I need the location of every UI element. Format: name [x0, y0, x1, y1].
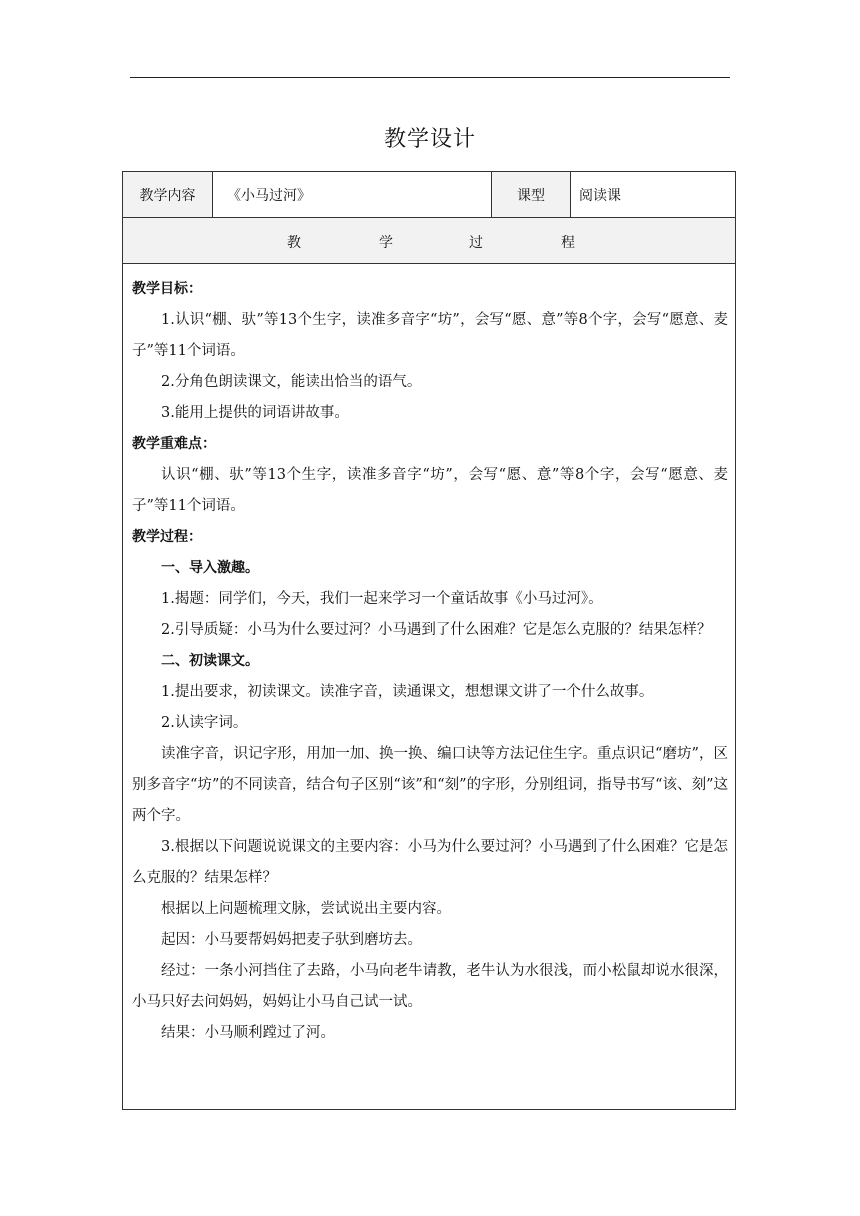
- section-heading: 教学目标：: [132, 281, 202, 297]
- body-paragraph: 读准字音，识记字形，用加一加、换一换、编口诀等方法记住生字。重点识记“磨坊”，区别多音字“坊”的不同读音，结合句子区别“该”和“刻”的字形，分别组词，指导书写“该、刻”这两个字。: [132, 746, 728, 824]
- document-title: 教学设计: [383, 127, 476, 152]
- body-paragraph: 2.分角色朗读课文，能读出恰当的语气。: [161, 374, 422, 390]
- section-heading: 教学重难点：: [132, 436, 216, 452]
- process-header-char: 学: [379, 235, 393, 251]
- body-paragraph: 3.根据以下问题说说课文的主要内容：小马为什么要过河？小马遇到了什么困难？它是怎么克服的？结果怎样？: [132, 839, 728, 886]
- info-row: [123, 172, 735, 218]
- body-paragraph: 结果：小马顺利蹚过了河。: [161, 1025, 335, 1041]
- body-paragraph: 3.能用上提供的词语讲故事。: [161, 405, 349, 421]
- lesson-body: [123, 264, 735, 1049]
- header-rule: [130, 77, 730, 78]
- body-paragraph: 认识“棚、驮”等13个生字，读准多音字“坊”，会写“愿、意”等8个字，会写“愿意、麦子”等11个词语。: [132, 467, 728, 514]
- type-label: 课型: [492, 172, 571, 217]
- content-label: 教学内容: [123, 172, 213, 217]
- process-header: [123, 218, 735, 264]
- section-heading: 教学过程：: [132, 529, 202, 545]
- body-paragraph: 1.提出要求，初读课文。读准字音，读通课文，想想课文讲了一个什么故事。: [161, 684, 654, 700]
- process-header-char: 程: [561, 235, 575, 251]
- type-value: 阅读课: [579, 187, 621, 204]
- body-paragraph: 根据以上问题梳理文脉，尝试说出主要内容。: [161, 901, 451, 917]
- lesson-table: [122, 171, 736, 1110]
- body-paragraph: 经过：一条小河挡住了去路，小马向老牛请教，老牛认为水很浅，而小松鼠却说水很深，小马只好去问妈妈，妈妈让小马自己试一试。: [132, 963, 728, 1010]
- body-paragraph: 2.引导质疑：小马为什么要过河？小马遇到了什么困难？它是怎么克服的？结果怎样？: [161, 622, 712, 638]
- process-header-char: 教: [287, 235, 301, 251]
- body-paragraph: 1.认识“棚、驮”等13个生字，读准多音字“坊”，会写“愿、意”等8个字，会写“愿意、麦子”等11个词语。: [132, 312, 728, 359]
- process-header-char: 过: [469, 235, 483, 251]
- content-value: 《小马过河》: [213, 172, 492, 217]
- subsection-heading: 二、初读课文。: [161, 653, 259, 669]
- body-paragraph: 1.揭题：同学们，今天，我们一起来学习一个童话故事《小马过河》。: [161, 591, 603, 607]
- body-paragraph: 2.认读字词。: [161, 715, 248, 731]
- process-header-row: [123, 218, 735, 264]
- body-paragraph: 起因：小马要帮妈妈把麦子驮到磨坊去。: [161, 932, 422, 948]
- subsection-heading: 一、导入激趣。: [161, 560, 259, 576]
